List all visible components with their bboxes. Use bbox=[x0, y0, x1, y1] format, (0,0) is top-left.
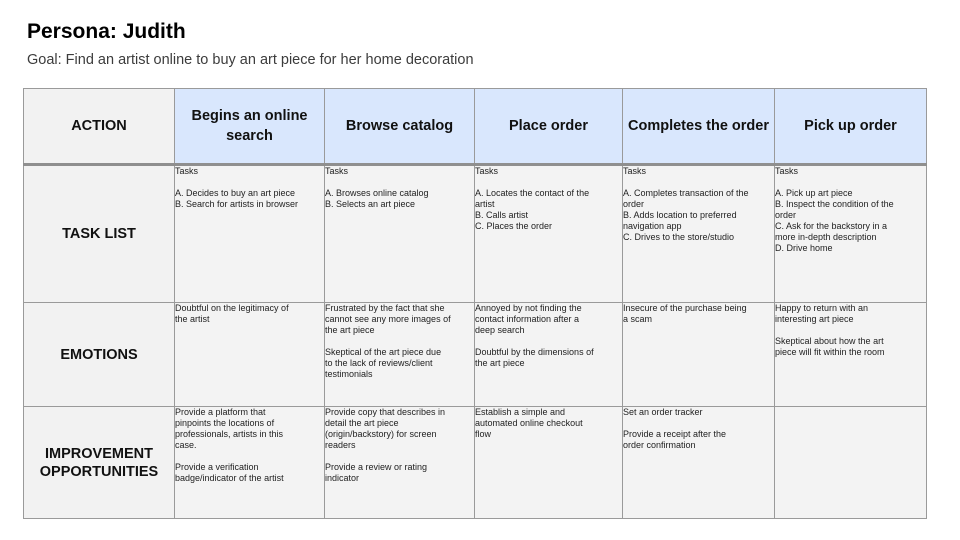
cell-text-line: B. Search for artists in browser bbox=[175, 199, 299, 209]
cell-spacer bbox=[325, 336, 474, 347]
cell-text-line: Provide a review or rating bbox=[325, 462, 428, 472]
cell-text-line: piece will fit within the room bbox=[775, 347, 885, 357]
cell-text-line: C. Drives to the store/studio bbox=[623, 232, 735, 242]
cell-spacer bbox=[325, 177, 474, 188]
stage-header-browse-catalog: Browse catalog bbox=[325, 89, 475, 165]
task-cell bbox=[175, 165, 325, 303]
cell-text-line: indicator bbox=[325, 473, 360, 483]
task-cell bbox=[775, 165, 927, 303]
emotions-row bbox=[24, 303, 927, 407]
page-title: Persona: Judith bbox=[27, 20, 186, 43]
cell-text-line: Insecure of the purchase being bbox=[623, 303, 747, 313]
cell-text-line: readers bbox=[325, 440, 356, 450]
cell-text-line: A. Browses online catalog bbox=[325, 188, 429, 198]
cell-text-line: Tasks bbox=[475, 166, 499, 176]
cell-spacer bbox=[475, 336, 622, 347]
cell-text-line: badge/indicator of the artist bbox=[175, 473, 284, 483]
cell-text-line: Set an order tracker bbox=[623, 407, 703, 417]
task-list-row bbox=[24, 165, 927, 303]
cell-text-line: Tasks bbox=[325, 166, 349, 176]
goal-subtitle: Goal: Find an artist online to buy an art piece for her home decoration bbox=[27, 52, 474, 68]
cell-text-line: testimonials bbox=[325, 369, 373, 379]
cell-text-line: deep search bbox=[475, 325, 525, 335]
cell-spacer bbox=[775, 325, 926, 336]
cell-text-line: Provide copy that describes in bbox=[325, 407, 446, 417]
improvement-cell bbox=[175, 407, 325, 519]
task-cell bbox=[475, 165, 623, 303]
cell-text-line: B. Selects an art piece bbox=[325, 199, 416, 209]
task-cell bbox=[325, 165, 475, 303]
action-row bbox=[24, 89, 927, 165]
cell-text-line: navigation app bbox=[623, 221, 682, 231]
cell-text-line: automated online checkout bbox=[475, 418, 583, 428]
cell-text-line: flow bbox=[475, 429, 492, 439]
cell-text-line: a scam bbox=[623, 314, 653, 324]
cell-text-line: A. Decides to buy an art piece bbox=[175, 188, 296, 198]
row-header-improvement-opportunities bbox=[24, 407, 175, 519]
cell-text-line: Skeptical of the art piece due bbox=[325, 347, 442, 357]
row-header-improvement-line1: IMPROVEMENT bbox=[45, 445, 153, 462]
cell-spacer bbox=[325, 451, 474, 462]
cell-text-line: Happy to return with an bbox=[775, 303, 869, 313]
cell-text-line: A. Pick up art piece bbox=[775, 188, 853, 198]
cell-spacer bbox=[623, 177, 774, 188]
cell-text-line: professionals, artists in this bbox=[175, 429, 284, 439]
cell-text-line: pinpoints the locations of bbox=[175, 418, 275, 428]
cell-text-line: Frustrated by the fact that she bbox=[325, 303, 445, 313]
cell-text-line: B. Calls artist bbox=[475, 210, 529, 220]
cell-text-line: Skeptical about how the art bbox=[775, 336, 884, 346]
cell-text-line: order bbox=[623, 199, 645, 209]
cell-text-line: artist bbox=[475, 199, 495, 209]
stage-header-place-order: Place order bbox=[475, 89, 623, 165]
cell-spacer bbox=[623, 418, 774, 429]
cell-text-line: detail the art piece bbox=[325, 418, 399, 428]
cell-spacer bbox=[475, 177, 622, 188]
cell-text-line: order confirmation bbox=[623, 440, 696, 450]
cell-text-line: B. Inspect the condition of the bbox=[775, 199, 894, 209]
improvement-row bbox=[24, 407, 927, 519]
cell-text-line: case. bbox=[175, 440, 197, 450]
emotion-cell bbox=[623, 303, 775, 407]
emotion-cell bbox=[475, 303, 623, 407]
cell-text-line: Provide a platform that bbox=[175, 407, 266, 417]
journey-map-table bbox=[23, 88, 927, 519]
cell-text-line: C. Ask for the backstory in a bbox=[775, 221, 888, 231]
cell-text-line: Provide a verification bbox=[175, 462, 259, 472]
cell-text-line: cannot see any more images of bbox=[325, 314, 451, 324]
cell-text-line: Tasks bbox=[175, 166, 199, 176]
stage-header-pick-up-order: Pick up order bbox=[775, 89, 927, 165]
emotion-cell bbox=[175, 303, 325, 407]
cell-text-line: order bbox=[775, 210, 797, 220]
emotion-cell bbox=[325, 303, 475, 407]
cell-text-line: Annoyed by not finding the bbox=[475, 303, 582, 313]
cell-text-line: A. Completes transaction of the bbox=[623, 188, 749, 198]
cell-text-line: Doubtful by the dimensions of bbox=[475, 347, 594, 357]
stage-header-completes-order: Completes the order bbox=[623, 89, 775, 165]
cell-text-line: Doubtful on the legitimacy of bbox=[175, 303, 289, 313]
row-header-action: ACTION bbox=[24, 89, 175, 165]
stage-header-begins-search: Begins an online search bbox=[175, 89, 325, 165]
improvement-cell bbox=[475, 407, 623, 519]
cell-text-line: to the lack of reviews/client bbox=[325, 358, 433, 368]
cell-text-line: B. Adds location to preferred bbox=[623, 210, 737, 220]
emotion-cell bbox=[775, 303, 927, 407]
cell-text-line: interesting art piece bbox=[775, 314, 854, 324]
cell-text-line: the art piece bbox=[325, 325, 375, 335]
row-header-emotions: EMOTIONS bbox=[24, 303, 175, 407]
cell-text-line: Provide a receipt after the bbox=[623, 429, 727, 439]
cell-spacer bbox=[175, 451, 324, 462]
cell-spacer bbox=[775, 177, 926, 188]
task-cell bbox=[623, 165, 775, 303]
row-header-improvement-line2: OPPORTUNITIES bbox=[39, 463, 159, 480]
cell-text-line: D. Drive home bbox=[775, 243, 833, 253]
cell-text-line: Tasks bbox=[775, 166, 799, 176]
cell-text-line: (origin/backstory) for screen bbox=[325, 429, 437, 439]
cell-text-line: contact information after a bbox=[475, 314, 580, 324]
cell-text-line: the art piece bbox=[475, 358, 525, 368]
cell-text-line: C. Places the order bbox=[475, 221, 553, 231]
cell-text-line: more in-depth description bbox=[775, 232, 877, 242]
improvement-cell bbox=[623, 407, 775, 519]
cell-text-line: Establish a simple and bbox=[475, 407, 566, 417]
cell-text-line: Tasks bbox=[623, 166, 647, 176]
row-header-task-list: TASK LIST bbox=[24, 165, 175, 303]
cell-text-line: A. Locates the contact of the bbox=[475, 188, 590, 198]
improvement-cell bbox=[775, 407, 927, 519]
improvement-cell bbox=[325, 407, 475, 519]
cell-text-line: the artist bbox=[175, 314, 210, 324]
cell-spacer bbox=[175, 177, 324, 188]
